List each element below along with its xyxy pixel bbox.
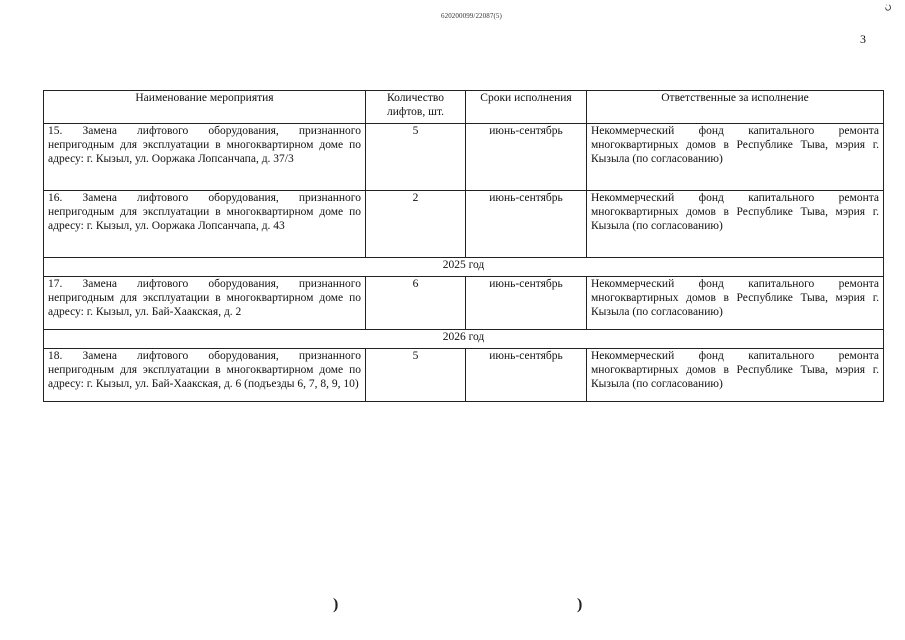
column-header-responsible: Ответственные за исполнение (587, 91, 884, 124)
cell-responsible: Некоммерческий фонд капитального ремонта многоквартирных домов в Республике Тыва, мэрия г. Кызыла (по согласованию) (587, 124, 884, 191)
cell-period: июнь-сентябрь (466, 191, 587, 258)
year-label: 2025 год (44, 258, 884, 277)
events-table (43, 90, 884, 402)
year-row (44, 330, 884, 349)
table-row (44, 191, 884, 258)
corner-mark: ن (882, 0, 894, 13)
table-row (44, 349, 884, 402)
year-label: 2026 год (44, 330, 884, 349)
column-header-count: Количество лифтов, шт. (366, 91, 466, 124)
scan-mark-right: ) (577, 596, 583, 613)
table-row (44, 124, 884, 191)
cell-name: 15. Замена лифтового оборудования, признанного непригодным для эксплуатации в многоквартирном доме по адресу: г. Кызыл, ул. Ооржака Лопсанчапа, д. 37/3 (44, 124, 366, 191)
cell-count: 5 (366, 349, 466, 402)
table-row (44, 277, 884, 330)
cell-name: 18. Замена лифтового оборудования, признанного непригодным для эксплуатации в многоквартирном доме по адресу: г. Кызыл, ул. Бай-Хаакская, д. 6 (подъезды 6, 7, 8, 9, 10) (44, 349, 366, 402)
cell-period: июнь-сентябрь (466, 277, 587, 330)
cell-count: 6 (366, 277, 466, 330)
column-header-period: Сроки исполнения (466, 91, 587, 124)
cell-name: 17. Замена лифтового оборудования, признанного непригодным для эксплуатации в многоквартирном доме по адресу: г. Кызыл, ул. Бай-Хаакская, д. 2 (44, 277, 366, 330)
table-header-row (44, 91, 884, 124)
cell-period: июнь-сентябрь (466, 349, 587, 402)
cell-responsible: Некоммерческий фонд капитального ремонта многоквартирных домов в Республике Тыва, мэрия г. Кызыла (по согласованию) (587, 277, 884, 330)
year-row (44, 258, 884, 277)
document-id: 620200099/22087(5) (441, 12, 502, 20)
cell-responsible: Некоммерческий фонд капитального ремонта многоквартирных домов в Республике Тыва, мэрия г. Кызыла (по согласованию) (587, 349, 884, 402)
page-number: 3 (860, 32, 866, 46)
cell-count: 5 (366, 124, 466, 191)
cell-responsible: Некоммерческий фонд капитального ремонта многоквартирных домов в Республике Тыва, мэрия г. Кызыла (по согласованию) (587, 191, 884, 258)
cell-name: 16. Замена лифтового оборудования, признанного непригодным для эксплуатации в многоквартирном доме по адресу: г. Кызыл, ул. Ооржака Лопсанчапа, д. 43 (44, 191, 366, 258)
cell-period: июнь-сентябрь (466, 124, 587, 191)
column-header-name: Наименование мероприятия (44, 91, 366, 124)
cell-count: 2 (366, 191, 466, 258)
scan-mark-left: ) (333, 596, 339, 613)
